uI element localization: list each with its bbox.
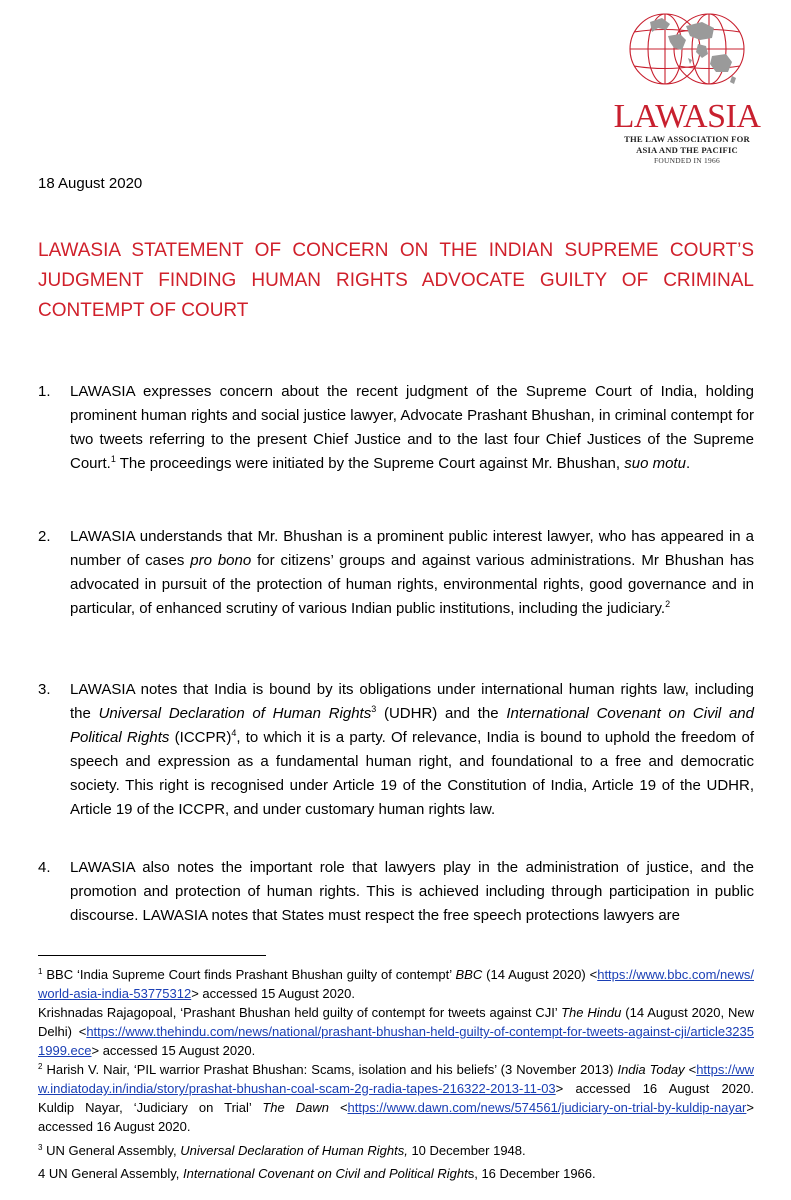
footnote-2 bbox=[38, 1060, 754, 1136]
italic-run: BBC bbox=[455, 967, 483, 982]
footnote-4 bbox=[38, 1164, 754, 1183]
footnote-ref-3: 3 bbox=[371, 704, 377, 714]
paragraph-number: 4. bbox=[38, 859, 51, 876]
paragraph-3 bbox=[38, 678, 754, 822]
paragraph-number: 1. bbox=[38, 383, 51, 400]
lawasia-logo bbox=[613, 0, 761, 190]
paragraph-text: LAWASIA also notes the important role that lawyers play in the administration of justice, and the promotion and protection of human rights. This is achieved including through participation in public discourse. LAWASIA notes that States must respect the free speech protections lawyers are bbox=[70, 859, 754, 924]
paragraph-text bbox=[70, 525, 754, 621]
text-run: < bbox=[328, 1100, 348, 1115]
paragraph-number: 2. bbox=[38, 528, 51, 545]
text-run: Krishnadas Rajagopoal, ‘Prashant Bhushan held guilty of contempt for tweets against CJI’ bbox=[38, 1005, 562, 1020]
italic-run: The Hindu bbox=[561, 1005, 622, 1020]
text-run: LAWASIA understands that Mr. Bhushan is a prominent public interest lawyer, who has appeared in a number of cases bbox=[70, 528, 754, 569]
indiatoday-link[interactable]: https://www.indiatoday.in/india/story/prashat-bhushan-coal-scam-2g-radia-tapes-216322-2013-11-03 bbox=[38, 1062, 754, 1096]
text-run: LAWASIA notes that India is bound by its obligations under international human rights law, including the bbox=[70, 681, 754, 722]
italic-run: International Covenant on Civil and Political Rights bbox=[70, 705, 754, 746]
text-run: Harish V. Nair, ‘PIL warrior Prashat Bhushan: Scams, isolation and his beliefs’ (3 November 2013) bbox=[42, 1062, 618, 1077]
text-run: (UDHR) and the bbox=[376, 705, 507, 722]
footnote-number: 4 bbox=[38, 1166, 46, 1181]
italic-run: Universal Declaration of Human Rights, bbox=[180, 1143, 408, 1158]
footnote-3 bbox=[38, 1141, 754, 1160]
logo-tagline-1: THE LAW ASSOCIATION FOR bbox=[624, 134, 750, 144]
footnote-number: 3 bbox=[38, 1143, 43, 1152]
footnote-1-cont bbox=[38, 1003, 754, 1060]
text-run: > accessed 16 August 2020. Kuldip Nayar, ‘Judiciary on Trial’ bbox=[38, 1081, 754, 1115]
text-run: > accessed 15 August 2020. bbox=[91, 1043, 256, 1058]
footnote-ref-1: 1 bbox=[110, 454, 116, 464]
text-run: s, 16 December 1966. bbox=[467, 1166, 596, 1181]
italic-run: suo motu bbox=[624, 455, 686, 472]
text-run: > accessed 15 August 2020. bbox=[191, 986, 355, 1001]
document-date: 18 August 2020 bbox=[38, 175, 143, 192]
text-run: (14 August 2020) < bbox=[482, 967, 598, 982]
paragraph-number: 3. bbox=[38, 681, 51, 698]
footnote-ref-2: 2 bbox=[665, 599, 671, 609]
italic-run: pro bono bbox=[190, 552, 252, 569]
italic-run: India Today bbox=[617, 1062, 685, 1077]
footnote-separator bbox=[38, 955, 266, 956]
text-run: The proceedings were initiated by the Supreme Court against Mr. Bhushan, bbox=[115, 455, 625, 472]
logo-tagline-2: ASIA AND THE PACIFIC bbox=[636, 145, 738, 155]
italic-run: Universal Declaration of Human Rights bbox=[98, 705, 372, 722]
world-map-icon bbox=[628, 0, 746, 100]
italic-run: International Covenant on Civil and Political Right bbox=[183, 1166, 468, 1181]
paragraph-text bbox=[70, 678, 754, 822]
footnote-ref-4: 4 bbox=[231, 728, 237, 738]
bbc-link[interactable]: https://www.bbc.com/news/world-asia-india-53775312 bbox=[38, 967, 754, 1001]
dawn-link[interactable]: https://www.dawn.com/news/574561/judiciary-on-trial-by-kuldip-nayar bbox=[347, 1100, 747, 1115]
text-run: UN General Assembly, bbox=[42, 1143, 181, 1158]
footnote-1 bbox=[38, 965, 754, 1003]
paragraph-2 bbox=[38, 525, 754, 621]
thehindu-link[interactable]: https://www.thehindu.com/news/national/prashant-bhushan-held-guilty-of-contempt-for-tweets-against-cji/article32351999.ece bbox=[38, 1024, 754, 1058]
paragraph-4 bbox=[38, 856, 754, 928]
text-run: , to which it is a party. Of relevance, India is bound to uphold the freedom of speech and expression as a fundamental human right, and foundational to a free and democratic society. This right is recognised under Article 19 of the Constitution of India, Article 19 of the UDHR, Article 19 of the ICCPR, and under customary human rights law. bbox=[70, 729, 755, 818]
statement-title: LAWASIA STATEMENT OF CONCERN ON THE INDIAN SUPREME COURT’S JUDGMENT FINDING HUMAN RIGHTS ADVOCATE GUILTY OF CRIMINAL CONTEMPT OF COURT bbox=[38, 240, 754, 321]
text-run: < bbox=[684, 1062, 697, 1077]
footnote-number: 1 bbox=[38, 967, 43, 976]
text-run: UN General Assembly, bbox=[45, 1166, 183, 1181]
text-run: (14 August 2020, New Delhi) < bbox=[38, 1005, 755, 1039]
text-run: for citizens’ groups and against various administrations. Mr Bhushan has advocated in pursuit of the protection of human rights, environmental rights, good governance and in particular, of enhanced scrutiny of various Indian public institutions, including the judiciary. bbox=[70, 552, 755, 617]
paragraph-1 bbox=[38, 380, 754, 476]
text-run: (ICCPR) bbox=[169, 729, 232, 746]
text-run: 10 December 1948. bbox=[407, 1143, 526, 1158]
logo-founded: FOUNDED IN 1966 bbox=[653, 156, 721, 165]
text-run: LAWASIA expresses concern about the recent judgment of the Supreme Court of India, holding prominent human rights and social justice lawyer, Advocate Prashant Bhushan, in criminal contempt for two tweets referring to the present Chief Justice and to the last four Chief Justices of the Supreme Court. bbox=[70, 383, 754, 472]
paragraph-text bbox=[70, 380, 754, 476]
text-run: > accessed 16 August 2020. bbox=[38, 1100, 754, 1134]
text-run: . bbox=[685, 455, 691, 472]
footnote-number: 2 bbox=[38, 1062, 43, 1071]
logo-wordmark: LAWASIA bbox=[613, 98, 761, 135]
text-run: BBC ‘India Supreme Court finds Prashant Bhushan guilty of contempt’ bbox=[42, 967, 456, 982]
italic-run: The Dawn bbox=[262, 1100, 329, 1115]
